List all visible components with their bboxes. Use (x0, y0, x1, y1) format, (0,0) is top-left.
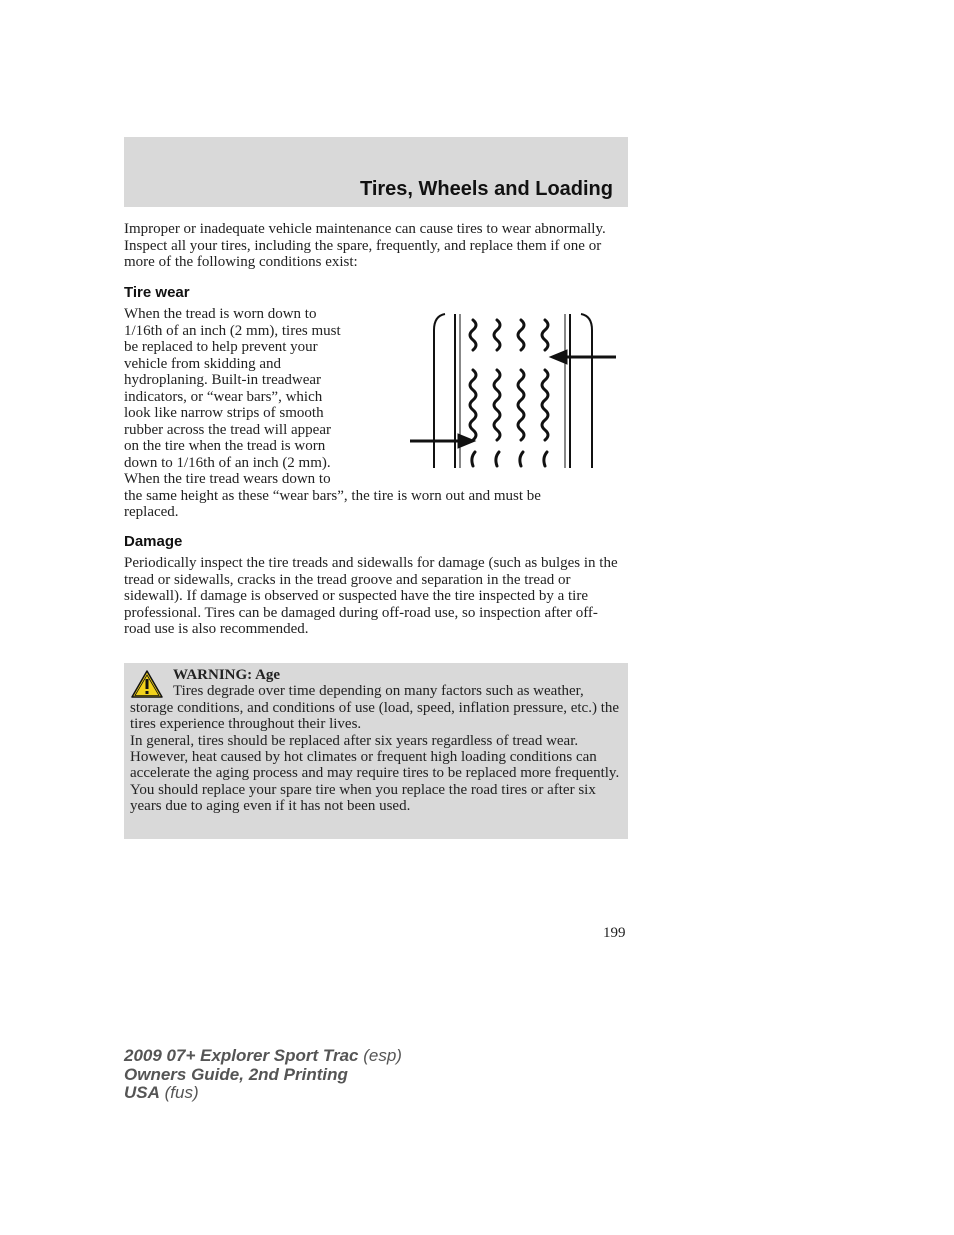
footer-line-1 (124, 1047, 402, 1066)
text-line: When the tread is worn down to (124, 306, 317, 322)
text-line: indicators, or “wear bars”, which (124, 388, 323, 405)
text-line: rubber across the tread will appear (124, 421, 331, 438)
footer-model-code: (esp) (358, 1046, 402, 1065)
tread-pattern (470, 320, 548, 466)
text-line: be replaced to help prevent your (124, 339, 318, 355)
page-number: 199 (603, 925, 626, 941)
text-line: the same height as these “wear bars”, the tire is worn out and must be (124, 487, 541, 504)
wear-bar-arrow-right (550, 350, 616, 364)
text-line: 1/16th of an inch (2 mm), tires must (124, 322, 341, 339)
text-line: look like narrow strips of smooth (124, 405, 324, 421)
text-line: When the tire tread wears down to (124, 471, 331, 487)
wear-bar-arrow-left (410, 434, 475, 448)
footer-printing: Owners Guide, 2nd Printing (124, 1064, 348, 1084)
warning-title: WARNING: Age (173, 667, 281, 683)
footer-market: USA (124, 1083, 160, 1102)
text-line: down to 1/16th of an inch (2 mm). (124, 454, 331, 471)
footer-market-code: (fus) (159, 1083, 199, 1102)
tire-treadwear-diagram (405, 310, 620, 470)
section-title: Tires, Wheels and Loading (359, 178, 613, 200)
text-line: hydroplaning. Built-in treadwear (124, 372, 322, 388)
damage-heading: Damage (124, 533, 183, 550)
footer-line-3 (124, 1084, 402, 1103)
tire-left-edge (434, 314, 445, 468)
tire-right-edge (581, 314, 592, 468)
text-line: on the tire when the tread is worn (124, 438, 326, 454)
footer-model: 2009 07+ Explorer Sport Trac (124, 1046, 359, 1065)
footer-line-2 (124, 1066, 402, 1085)
section-header-band (124, 137, 628, 207)
text-line: vehicle from skidding and (124, 355, 282, 372)
document-footer (124, 1047, 402, 1103)
warning-content (130, 667, 626, 815)
damage-paragraph: Periodically inspect the tire treads and sidewalls for damage (such as bulges in the tread or sidewalls, cracks in the tread groove and separation in the tread or sidewall). If damage is observed or suspected have the tire inspected by a tire professional. Tires can be damaged during off-road use, so inspection after off-road use is also recommended. (124, 555, 618, 637)
warning-paragraph: Tires degrade over time depending on many factors such as weather, storage conditions, and conditions of use (load, speed, inflation pressure, etc.) the tires experience throughout their lives. (130, 683, 620, 733)
tire-wear-heading: Tire wear (124, 284, 190, 301)
warning-paragraph: You should replace your spare tire when you replace the road tires or after six years due to aging even if it has not been used. (130, 781, 596, 815)
text-line: replaced. (124, 504, 179, 520)
warning-paragraph: In general, tires should be replaced after six years regardless of tread wear. However, heat caused by hot climates or frequent high loading conditions can accelerate the aging process and may require tires to be replaced more frequently. (130, 732, 620, 782)
intro-paragraph: Improper or inadequate vehicle maintenance can cause tires to wear abnormally. Inspect all your tires, including the spare, frequently, and replace them if one or more of the following conditions exist: (124, 221, 606, 270)
warning-box (124, 663, 628, 839)
